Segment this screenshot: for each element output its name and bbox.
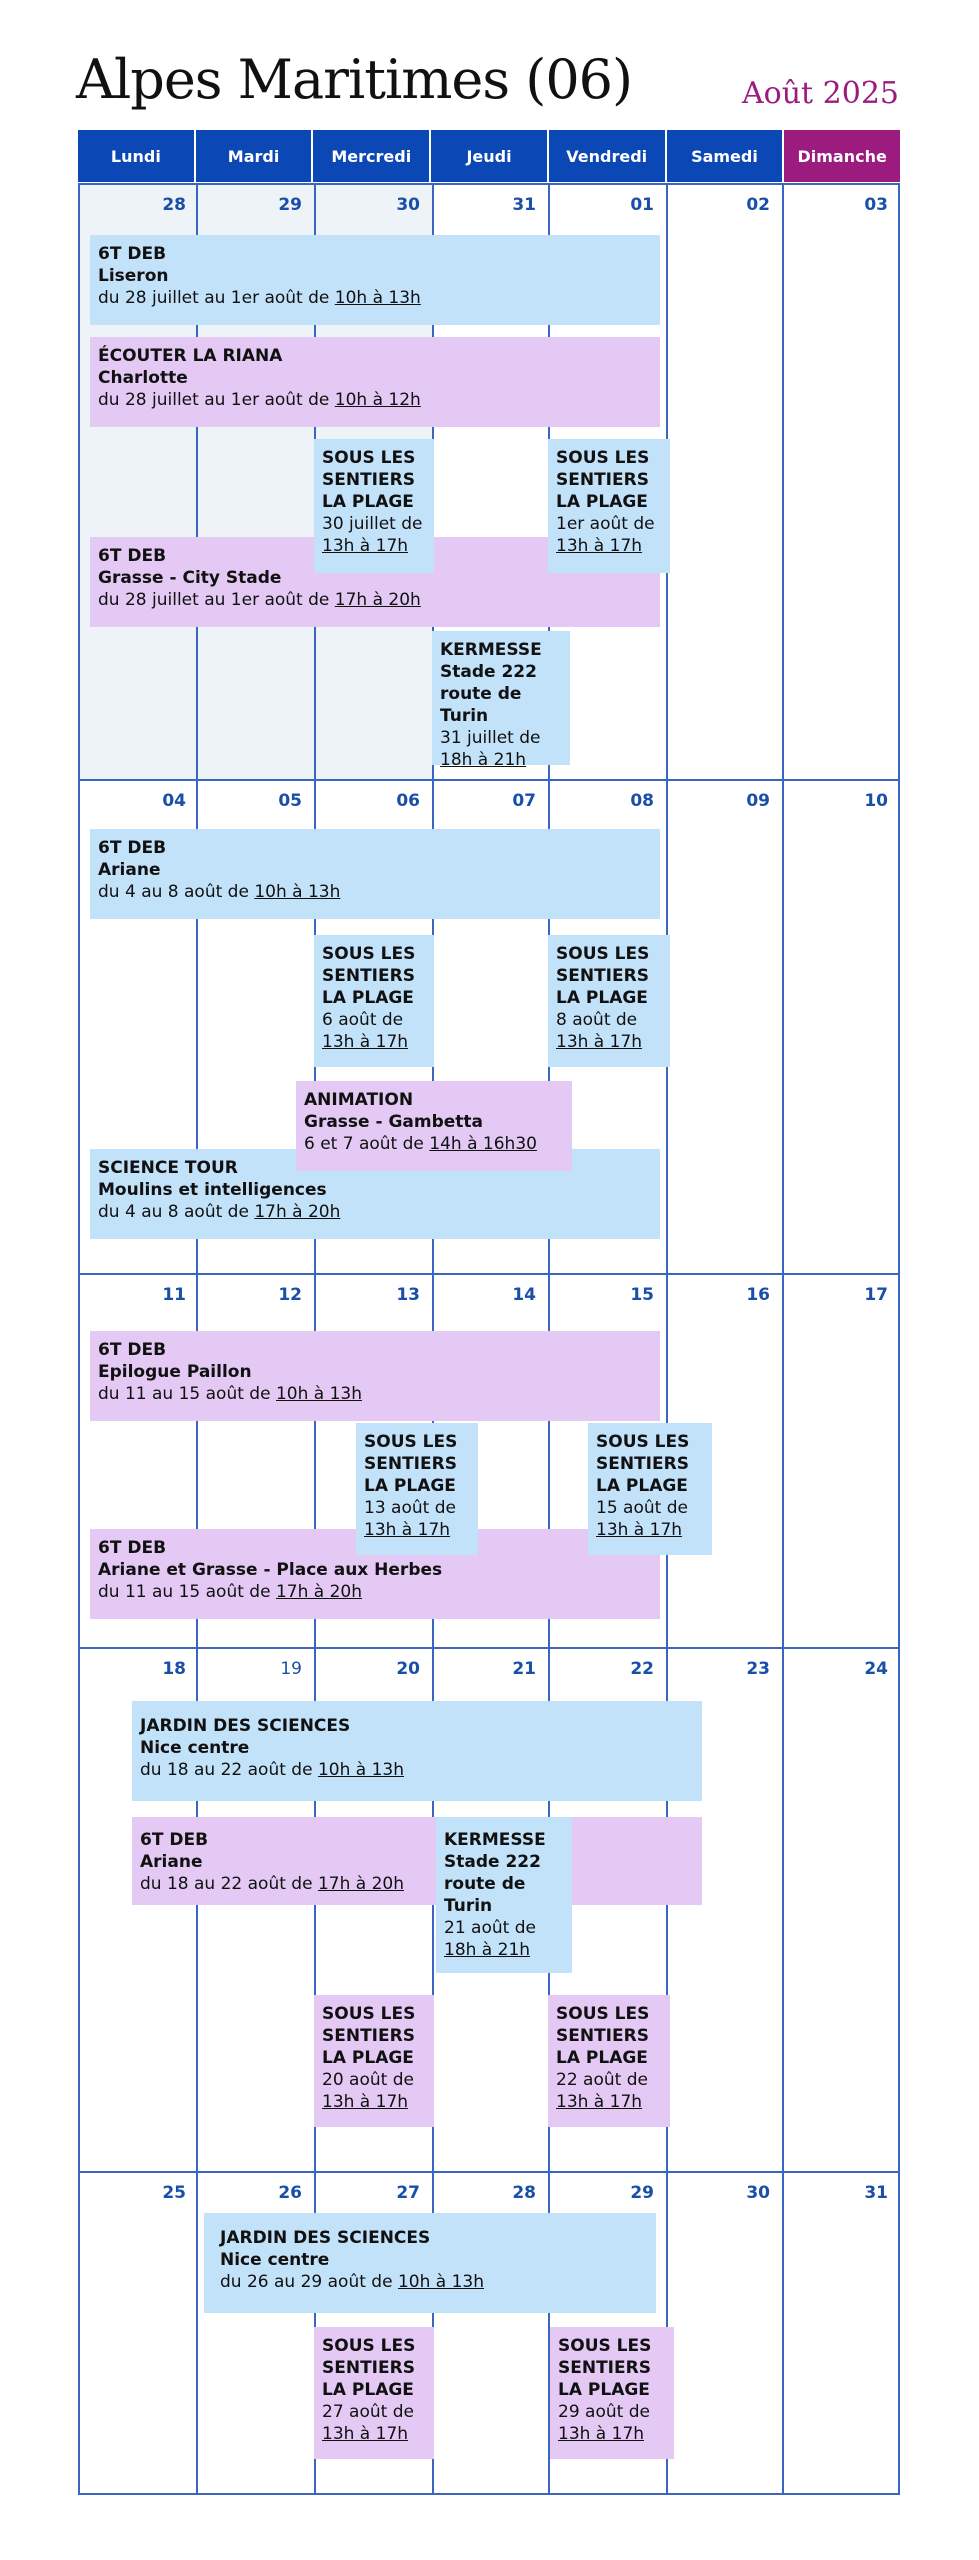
event-title: SOUS LES SENTIERS LA PLAGE xyxy=(596,1432,690,1496)
event-card[interactable] xyxy=(356,1423,478,1555)
day-number: 06 xyxy=(396,791,420,811)
event-hours: 13h à 17h xyxy=(322,2092,409,2112)
event-hours: 13h à 17h xyxy=(322,536,409,556)
day-number: 12 xyxy=(278,1285,302,1305)
week-2 xyxy=(80,779,898,1273)
event-title: 6T DEB xyxy=(98,1340,167,1360)
day-number: 16 xyxy=(746,1285,770,1305)
day-number: 02 xyxy=(746,195,770,215)
day-number: 14 xyxy=(512,1285,536,1305)
event-title: 6T DEB xyxy=(98,546,167,566)
event-place: Nice centre xyxy=(220,2250,330,2270)
event-place: Stade 222 route de Turin xyxy=(440,662,537,726)
event-hours: 13h à 17h xyxy=(556,536,643,556)
day-number: 26 xyxy=(278,2183,302,2203)
header-mercredi: Mercredi xyxy=(313,130,431,182)
event-title: 6T DEB xyxy=(98,244,167,264)
header-lundi: Lundi xyxy=(78,130,196,182)
week-4 xyxy=(80,1647,898,2171)
weekday-header xyxy=(78,130,900,182)
event-date: 30 juillet de xyxy=(322,514,423,534)
event-card[interactable] xyxy=(550,2327,674,2459)
event-hours: 13h à 17h xyxy=(364,1520,451,1540)
event-card[interactable] xyxy=(90,1331,660,1421)
event-hours: 10h à 13h xyxy=(334,288,421,308)
day-number: 04 xyxy=(162,791,186,811)
event-date: du 4 au 8 août de xyxy=(98,882,255,902)
day-number: 31 xyxy=(512,195,536,215)
event-date: du 26 au 29 août de xyxy=(220,2272,398,2292)
event-title: SOUS LES SENTIERS LA PLAGE xyxy=(558,2336,652,2400)
event-title: SOUS LES SENTIERS LA PLAGE xyxy=(556,2004,650,2068)
page-title: Alpes Maritimes (06) xyxy=(76,48,633,111)
event-card[interactable] xyxy=(90,337,660,427)
day-number: 08 xyxy=(630,791,654,811)
event-hours: 13h à 17h xyxy=(596,1520,683,1540)
event-title: SOUS LES SENTIERS LA PLAGE xyxy=(556,944,650,1008)
event-date: du 28 juillet au 1er août de xyxy=(98,288,335,308)
header-jeudi: Jeudi xyxy=(431,130,549,182)
day-number: 22 xyxy=(630,1659,654,1679)
event-place: Ariane xyxy=(98,860,161,880)
event-date: 6 août de xyxy=(322,1010,404,1030)
event-hours: 13h à 17h xyxy=(322,2424,409,2444)
event-date: 20 août de xyxy=(322,2070,414,2090)
event-card[interactable] xyxy=(132,1817,702,1905)
event-title: SOUS LES SENTIERS LA PLAGE xyxy=(322,944,416,1008)
event-hours: 10h à 13h xyxy=(317,1760,404,1780)
event-place: Liseron xyxy=(98,266,169,286)
event-title: 6T DEB xyxy=(98,838,167,858)
event-date: du 11 au 15 août de xyxy=(98,1582,276,1602)
day-number: 17 xyxy=(864,1285,888,1305)
event-card[interactable] xyxy=(432,631,570,770)
day-number: 19 xyxy=(280,1659,302,1679)
event-date: 29 août de xyxy=(558,2402,650,2422)
day-number: 28 xyxy=(512,2183,536,2203)
event-hours: 17h à 20h xyxy=(317,1874,404,1894)
day-number: 25 xyxy=(162,2183,186,2203)
event-place: Moulins et intelligences xyxy=(98,1180,327,1200)
event-place: Grasse - City Stade xyxy=(98,568,282,588)
event-hours: 17h à 20h xyxy=(334,590,421,610)
event-title: KERMESSE xyxy=(440,640,542,660)
day-number: 13 xyxy=(396,1285,420,1305)
event-date: 27 août de xyxy=(322,2402,414,2422)
event-place: Epilogue Paillon xyxy=(98,1362,252,1382)
header-samedi: Samedi xyxy=(667,130,785,182)
event-hours: 13h à 17h xyxy=(556,2092,643,2112)
event-title: ANIMATION xyxy=(304,1090,414,1110)
event-place: Stade 222 route de Turin xyxy=(444,1852,541,1916)
event-title: SOUS LES SENTIERS LA PLAGE xyxy=(322,2004,416,2068)
event-card[interactable] xyxy=(314,935,434,1067)
event-date: du 28 juillet au 1er août de xyxy=(98,590,335,610)
event-date: du 4 au 8 août de xyxy=(98,1202,255,1222)
day-number: 27 xyxy=(396,2183,420,2203)
event-date: 8 août de xyxy=(556,1010,638,1030)
day-number: 29 xyxy=(630,2183,654,2203)
event-card[interactable] xyxy=(588,1423,712,1555)
event-date: 21 août de xyxy=(444,1918,536,1938)
day-number: 07 xyxy=(512,791,536,811)
event-place: Ariane et Grasse - Place aux Herbes xyxy=(98,1560,443,1580)
event-date: du 28 juillet au 1er août de xyxy=(98,390,335,410)
event-date: 15 août de xyxy=(596,1498,688,1518)
header-vendredi: Vendredi xyxy=(549,130,667,182)
event-title: SOUS LES SENTIERS LA PLAGE xyxy=(364,1432,458,1496)
event-place: Grasse - Gambetta xyxy=(304,1112,484,1132)
day-number: 11 xyxy=(162,1285,186,1305)
event-card[interactable] xyxy=(548,439,670,573)
event-hours: 10h à 13h xyxy=(397,2272,484,2292)
day-number: 28 xyxy=(162,195,186,215)
event-hours: 13h à 17h xyxy=(558,2424,645,2444)
event-hours: 17h à 20h xyxy=(254,1202,341,1222)
event-card[interactable] xyxy=(132,1701,702,1801)
event-date: 13 août de xyxy=(364,1498,456,1518)
event-title: KERMESSE xyxy=(444,1830,546,1850)
day-number: 15 xyxy=(630,1285,654,1305)
week-5 xyxy=(80,2171,898,2493)
calendar-grid xyxy=(78,183,900,2495)
event-date: 22 août de xyxy=(556,2070,648,2090)
event-card[interactable] xyxy=(548,1995,670,2127)
event-place: Nice centre xyxy=(140,1738,250,1758)
event-hours: 10h à 13h xyxy=(254,882,341,902)
event-title: JARDIN DES SCIENCES xyxy=(140,1716,351,1736)
event-card[interactable] xyxy=(314,1995,434,2127)
day-number: 20 xyxy=(396,1659,420,1679)
event-title: SOUS LES SENTIERS LA PLAGE xyxy=(556,448,650,512)
event-hours: 17h à 20h xyxy=(275,1582,362,1602)
event-date: 1er août de xyxy=(556,514,655,534)
event-title: ÉCOUTER LA RIANA xyxy=(98,346,283,366)
event-title: 6T DEB xyxy=(98,1538,167,1558)
day-number: 01 xyxy=(630,195,654,215)
event-card[interactable] xyxy=(436,1817,572,1973)
day-number: 24 xyxy=(864,1659,888,1679)
day-number: 09 xyxy=(746,791,770,811)
event-date: 6 et 7 août de xyxy=(304,1134,430,1154)
event-hours: 14h à 16h30 xyxy=(429,1134,537,1154)
event-place: Ariane xyxy=(140,1852,203,1872)
header-mardi: Mardi xyxy=(196,130,314,182)
event-date: du 18 au 22 août de xyxy=(140,1760,318,1780)
week-1 xyxy=(80,183,898,779)
event-title: SCIENCE TOUR xyxy=(98,1158,238,1178)
header-dimanche: Dimanche xyxy=(784,130,900,182)
event-date: du 11 au 15 août de xyxy=(98,1384,276,1404)
day-number: 18 xyxy=(162,1659,186,1679)
day-number: 03 xyxy=(864,195,888,215)
day-number: 21 xyxy=(512,1659,536,1679)
day-number: 23 xyxy=(746,1659,770,1679)
day-number: 29 xyxy=(278,195,302,215)
event-date: 31 juillet de xyxy=(440,728,541,748)
event-hours: 10h à 12h xyxy=(334,390,421,410)
event-card[interactable] xyxy=(204,2213,656,2313)
week-3 xyxy=(80,1273,898,1647)
event-hours: 13h à 17h xyxy=(556,1032,643,1052)
day-number: 30 xyxy=(746,2183,770,2203)
event-card[interactable] xyxy=(548,935,670,1067)
event-card[interactable] xyxy=(90,829,660,919)
event-title: SOUS LES SENTIERS LA PLAGE xyxy=(322,2336,416,2400)
event-card[interactable] xyxy=(296,1081,572,1171)
event-hours: 13h à 17h xyxy=(322,1032,409,1052)
event-date: du 18 au 22 août de xyxy=(140,1874,318,1894)
day-number: 31 xyxy=(864,2183,888,2203)
event-hours: 18h à 21h xyxy=(440,750,527,770)
event-card[interactable] xyxy=(90,235,660,325)
day-number: 30 xyxy=(396,195,420,215)
event-hours: 10h à 13h xyxy=(275,1384,362,1404)
event-place: Charlotte xyxy=(98,368,188,388)
event-card[interactable] xyxy=(314,439,434,573)
event-title: SOUS LES SENTIERS LA PLAGE xyxy=(322,448,416,512)
month-label: Août 2025 xyxy=(742,76,899,111)
event-hours: 18h à 21h xyxy=(444,1940,531,1960)
event-title: JARDIN DES SCIENCES xyxy=(220,2228,431,2248)
event-card[interactable] xyxy=(314,2327,434,2459)
day-number: 10 xyxy=(864,791,888,811)
event-title: 6T DEB xyxy=(140,1830,209,1850)
day-number: 05 xyxy=(278,791,302,811)
